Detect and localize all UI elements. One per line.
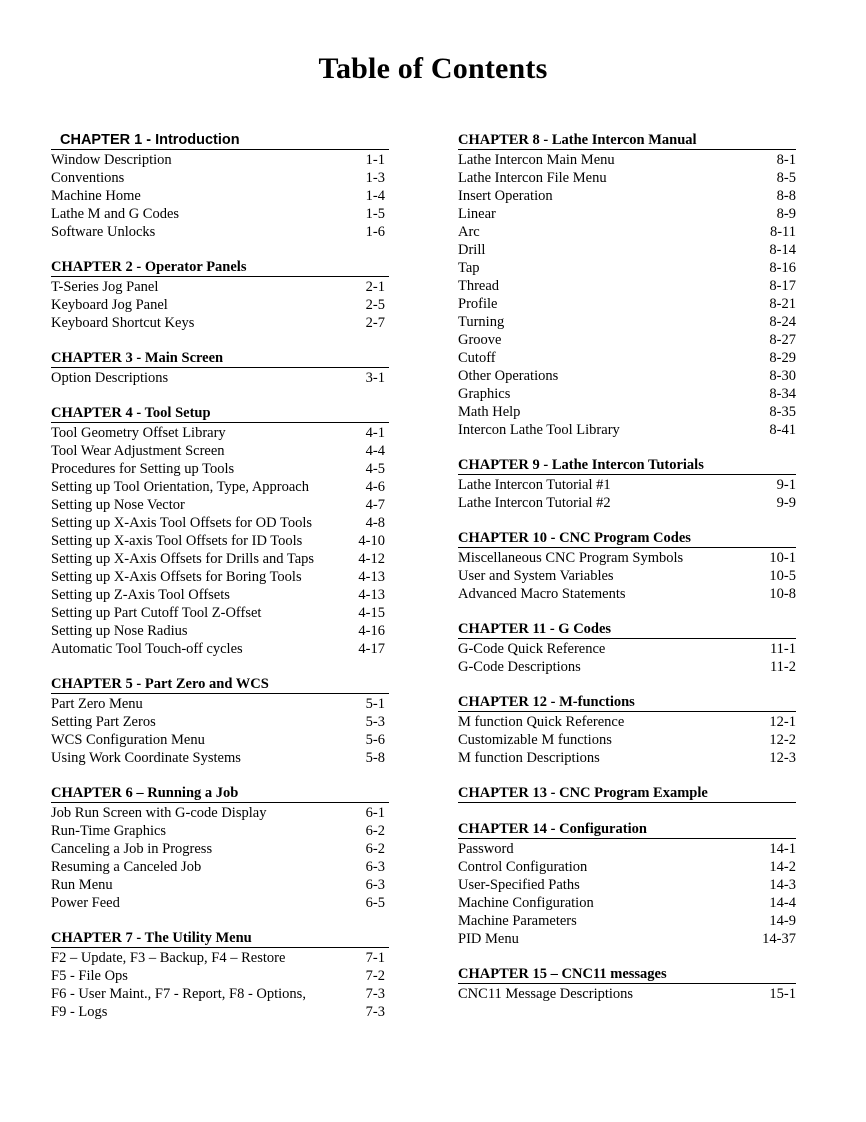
chapter-heading[interactable]: CHAPTER 7 - The Utility Menu [51, 930, 389, 948]
toc-entry[interactable] [51, 278, 389, 296]
toc-entry-page: 4-7 [365, 497, 385, 513]
toc-entry-page: 11-1 [769, 641, 796, 657]
toc-entry-label: Tool Geometry Offset Library [51, 425, 226, 441]
toc-entry-label: Automatic Tool Touch-off cycles [51, 641, 243, 657]
toc-entry[interactable] [51, 151, 389, 169]
toc-entry-page: 7-2 [365, 968, 385, 984]
chapter-heading[interactable]: CHAPTER 12 - M-functions [458, 694, 796, 712]
toc-entry[interactable] [51, 1003, 389, 1021]
toc-entry[interactable] [458, 349, 796, 367]
toc-entry[interactable] [51, 749, 389, 767]
toc-entry-label: Insert Operation [458, 188, 553, 204]
toc-entry-page: 4-13 [358, 569, 385, 585]
toc-entry-label: Lathe Intercon Main Menu [458, 152, 615, 168]
toc-entry[interactable] [458, 930, 796, 948]
toc-entry[interactable] [458, 313, 796, 331]
toc-entry-page: 6-3 [365, 859, 385, 875]
toc-entry-label: Arc [458, 224, 480, 240]
toc-entry[interactable] [51, 894, 389, 912]
toc-right-column [458, 132, 796, 1021]
toc-entry-label: Tap [458, 260, 480, 276]
toc-entry-page: 6-3 [365, 877, 385, 893]
toc-entry-label: Setting up Nose Radius [51, 623, 188, 639]
chapter-heading[interactable]: CHAPTER 14 - Configuration [458, 821, 796, 839]
toc-entry-label: F6 - User Maint., F7 - Report, F8 - Options, [51, 986, 306, 1002]
toc-entry-label: Run Menu [51, 877, 113, 893]
toc-entry[interactable] [458, 205, 796, 223]
toc-entry-page: 6-2 [365, 841, 385, 857]
chapter-heading[interactable]: CHAPTER 8 - Lathe Intercon Manual [458, 132, 796, 150]
toc-entry-label: Resuming a Canceled Job [51, 859, 202, 875]
toc-entry-page: 10-5 [769, 568, 796, 584]
toc-entry-label: PID Menu [458, 931, 519, 947]
toc-entry-page: 8-24 [769, 314, 796, 330]
toc-entry-label: Drill [458, 242, 486, 258]
toc-entry-page: 14-3 [769, 877, 796, 893]
toc-entry-label: Conventions [51, 170, 125, 186]
toc-entry-page: 1-4 [365, 188, 385, 204]
toc-entry[interactable] [458, 658, 796, 676]
chapter-heading[interactable]: CHAPTER 2 - Operator Panels [51, 259, 389, 277]
toc-entry-label: T-Series Jog Panel [51, 279, 159, 295]
toc-entry[interactable] [51, 876, 389, 894]
toc-entry-page: 8-34 [769, 386, 796, 402]
chapter-block [51, 785, 389, 912]
toc-entry-label: Setting up Z-Axis Tool Offsets [51, 587, 230, 603]
chapter-block [458, 621, 796, 676]
chapter-heading[interactable]: CHAPTER 13 - CNC Program Example [458, 785, 796, 803]
chapter-heading[interactable]: CHAPTER 11 - G Codes [458, 621, 796, 639]
toc-entry-label: Other Operations [458, 368, 559, 384]
toc-entry-label: Turning [458, 314, 505, 330]
toc-entry[interactable] [458, 367, 796, 385]
chapter-block [458, 457, 796, 512]
chapter-block [458, 821, 796, 948]
toc-entry[interactable] [51, 695, 389, 713]
toc-entry-label: Keyboard Shortcut Keys [51, 315, 195, 331]
toc-entry[interactable] [458, 421, 796, 439]
toc-entry-label: Job Run Screen with G-code Display [51, 805, 267, 821]
toc-entry[interactable] [458, 894, 796, 912]
chapter-heading[interactable]: CHAPTER 3 - Main Screen [51, 350, 389, 368]
toc-entry-label: Intercon Lathe Tool Library [458, 422, 620, 438]
toc-entry[interactable] [51, 804, 389, 822]
toc-entry-label: Software Unlocks [51, 224, 156, 240]
toc-entry[interactable] [458, 403, 796, 421]
toc-entry-page: 2-5 [365, 297, 385, 313]
toc-entry[interactable] [51, 967, 389, 985]
toc-entry-page: 4-12 [358, 551, 385, 567]
toc-entry-label: Customizable M functions [458, 732, 612, 748]
toc-entry-page: 5-3 [365, 714, 385, 730]
toc-entry-label: Window Description [51, 152, 172, 168]
toc-entry-label: Tool Wear Adjustment Screen [51, 443, 225, 459]
toc-entry-label: Profile [458, 296, 498, 312]
toc-entry-page: 7-1 [365, 950, 385, 966]
toc-entry-page: 8-30 [769, 368, 796, 384]
chapter-block [458, 694, 796, 767]
chapter-block [51, 405, 389, 658]
toc-entry-page: 2-1 [365, 279, 385, 295]
toc-entry-label: Lathe Intercon Tutorial #2 [458, 495, 611, 511]
chapter-heading[interactable]: CHAPTER 4 - Tool Setup [51, 405, 389, 423]
toc-entry-page: 3-1 [365, 370, 385, 386]
toc-entry-label: Miscellaneous CNC Program Symbols [458, 550, 684, 566]
toc-entry[interactable] [51, 858, 389, 876]
chapter-heading[interactable]: CHAPTER 10 - CNC Program Codes [458, 530, 796, 548]
toc-entry-label: Linear [458, 206, 496, 222]
toc-entry-page: 12-1 [769, 714, 796, 730]
toc-entry-label: Using Work Coordinate Systems [51, 750, 241, 766]
toc-entry-page: 12-2 [769, 732, 796, 748]
toc-entry[interactable] [51, 514, 389, 532]
toc-entry[interactable] [458, 494, 796, 512]
toc-entry-label: Canceling a Job in Progress [51, 841, 213, 857]
toc-entry[interactable] [51, 460, 389, 478]
toc-entry-label: F5 - File Ops [51, 968, 128, 984]
chapter-block [51, 930, 389, 1021]
toc-entry-page: 14-4 [769, 895, 796, 911]
toc-entry[interactable] [458, 640, 796, 658]
toc-left-column [51, 132, 389, 1039]
toc-entry[interactable] [51, 985, 389, 1003]
toc-entry-page: 8-14 [769, 242, 796, 258]
toc-entry-label: Math Help [458, 404, 521, 420]
toc-entry[interactable] [458, 749, 796, 767]
toc-entry-page: 5-1 [365, 696, 385, 712]
toc-entry-label: Setting Part Zeros [51, 714, 156, 730]
toc-entry-page: 7-3 [365, 986, 385, 1002]
toc-entry[interactable] [51, 496, 389, 514]
toc-entry[interactable] [51, 442, 389, 460]
toc-entry[interactable] [458, 151, 796, 169]
chapter-block [51, 676, 389, 767]
toc-entry[interactable] [51, 640, 389, 658]
toc-entry-label: Graphics [458, 386, 511, 402]
toc-entry-page: 14-1 [769, 841, 796, 857]
toc-entry[interactable] [51, 949, 389, 967]
toc-entry-label: G-Code Quick Reference [458, 641, 606, 657]
toc-entry[interactable] [51, 223, 389, 241]
chapter-block [458, 785, 796, 803]
chapter-block [51, 350, 389, 387]
toc-entry[interactable] [51, 369, 389, 387]
toc-entry-page: 2-7 [365, 315, 385, 331]
toc-entry-page: 8-35 [769, 404, 796, 420]
toc-entry-label: User-Specified Paths [458, 877, 580, 893]
toc-entry-page: 9-1 [776, 477, 796, 493]
toc-entry-label: Setting up X-Axis Offsets for Drills and Taps [51, 551, 315, 567]
toc-entry-label: Keyboard Jog Panel [51, 297, 168, 313]
toc-entry-label: Setting up X-axis Tool Offsets for ID Tools [51, 533, 303, 549]
toc-entry-label: M function Quick Reference [458, 714, 625, 730]
toc-entry-label: Setting up Tool Orientation, Type, Approach [51, 479, 309, 495]
toc-entry-page: 1-5 [365, 206, 385, 222]
toc-entry[interactable] [458, 169, 796, 187]
toc-entry[interactable] [458, 476, 796, 494]
toc-entry-page: 11-2 [769, 659, 796, 675]
toc-entry-page: 1-6 [365, 224, 385, 240]
toc-entry-label: Advanced Macro Statements [458, 586, 626, 602]
toc-entry-page: 8-8 [776, 188, 796, 204]
toc-entry[interactable] [51, 604, 389, 622]
toc-entry-label: Lathe M and G Codes [51, 206, 180, 222]
toc-entry-page: 4-4 [365, 443, 385, 459]
toc-entry[interactable] [458, 858, 796, 876]
toc-entry-page: 4-5 [365, 461, 385, 477]
toc-entry-page: 1-3 [365, 170, 385, 186]
toc-entry[interactable] [51, 532, 389, 550]
chapter-heading[interactable]: CHAPTER 9 - Lathe Intercon Tutorials [458, 457, 796, 475]
chapter-block [51, 259, 389, 332]
toc-entry[interactable] [51, 586, 389, 604]
toc-entry-label: Machine Configuration [458, 895, 594, 911]
toc-entry-label: Cutoff [458, 350, 496, 366]
toc-entry-label: Setting up Part Cutoff Tool Z-Offset [51, 605, 262, 621]
toc-entry-label: Power Feed [51, 895, 120, 911]
toc-entry-page: 8-11 [769, 224, 796, 240]
toc-entry-label: Procedures for Setting up Tools [51, 461, 235, 477]
toc-entry-page: 15-1 [769, 986, 796, 1002]
toc-entry[interactable] [458, 549, 796, 567]
toc-entry-label: Option Descriptions [51, 370, 169, 386]
toc-entry-page: 4-1 [365, 425, 385, 441]
toc-entry-label: F9 - Logs [51, 1004, 108, 1020]
toc-entry[interactable] [458, 731, 796, 749]
toc-entry-page: 8-21 [769, 296, 796, 312]
toc-entry-page: 7-3 [365, 1004, 385, 1020]
toc-entry-page: 1-1 [365, 152, 385, 168]
toc-entry[interactable] [458, 277, 796, 295]
toc-entry-page: 8-5 [776, 170, 796, 186]
toc-entry[interactable] [458, 585, 796, 603]
chapter-heading[interactable]: CHAPTER 6 – Running a Job [51, 785, 389, 803]
toc-entry-label: Machine Parameters [458, 913, 577, 929]
toc-entry[interactable] [458, 295, 796, 313]
toc-entry-page: 8-41 [769, 422, 796, 438]
toc-entry-page: 8-29 [769, 350, 796, 366]
toc-entry-page: 5-6 [365, 732, 385, 748]
toc-entry-label: Run-Time Graphics [51, 823, 167, 839]
toc-entry-page: 8-9 [776, 206, 796, 222]
toc-entry-label: CNC11 Message Descriptions [458, 986, 634, 1002]
toc-entry-label: Lathe Intercon Tutorial #1 [458, 477, 611, 493]
toc-entry-label: Control Configuration [458, 859, 588, 875]
toc-entry-page: 4-10 [358, 533, 385, 549]
toc-entry-label: Setting up X-Axis Tool Offsets for OD Tools [51, 515, 312, 531]
toc-entry-page: 8-16 [769, 260, 796, 276]
toc-entry-page: 4-17 [358, 641, 385, 657]
toc-entry[interactable] [51, 622, 389, 640]
toc-entry-label: WCS Configuration Menu [51, 732, 205, 748]
toc-entry[interactable] [51, 169, 389, 187]
toc-entry-label: M function Descriptions [458, 750, 600, 766]
toc-entry-label: Groove [458, 332, 502, 348]
toc-entry-label: Part Zero Menu [51, 696, 143, 712]
toc-entry[interactable] [51, 205, 389, 223]
toc-entry[interactable] [458, 840, 796, 858]
toc-entry[interactable] [458, 223, 796, 241]
toc-entry-label: Setting up X-Axis Offsets for Boring Tools [51, 569, 302, 585]
toc-entry[interactable] [51, 296, 389, 314]
toc-entry-page: 8-17 [769, 278, 796, 294]
toc-entry[interactable] [458, 985, 796, 1003]
toc-entry-page: 14-37 [762, 931, 796, 947]
toc-entry[interactable] [458, 385, 796, 403]
toc-entry-page: 5-8 [365, 750, 385, 766]
toc-entry-label: F2 – Update, F3 – Backup, F4 – Restore [51, 950, 286, 966]
toc-entry-page: 10-1 [769, 550, 796, 566]
toc-entry[interactable] [458, 912, 796, 930]
toc-entry[interactable] [51, 822, 389, 840]
toc-entry-page: 6-2 [365, 823, 385, 839]
toc-entry[interactable] [51, 568, 389, 586]
toc-entry-page: 4-13 [358, 587, 385, 603]
toc-entry-page: 6-5 [365, 895, 385, 911]
toc-entry-label: User and System Variables [458, 568, 614, 584]
toc-entry[interactable] [458, 259, 796, 277]
toc-entry-label: Thread [458, 278, 500, 294]
toc-entry-page: 9-9 [776, 495, 796, 511]
toc-entry-label: Password [458, 841, 514, 857]
toc-entry-page: 12-3 [769, 750, 796, 766]
toc-entry[interactable] [51, 731, 389, 749]
toc-entry[interactable] [458, 713, 796, 731]
toc-entry[interactable] [458, 331, 796, 349]
toc-entry-label: Setting up Nose Vector [51, 497, 185, 513]
toc-entry-page: 8-27 [769, 332, 796, 348]
chapter-heading[interactable]: CHAPTER 5 - Part Zero and WCS [51, 676, 389, 694]
toc-entry-page: 14-2 [769, 859, 796, 875]
chapter-block [51, 132, 389, 241]
toc-entry[interactable] [458, 567, 796, 585]
toc-entry[interactable] [51, 314, 389, 332]
toc-entry[interactable] [51, 713, 389, 731]
toc-entry[interactable] [51, 187, 389, 205]
toc-entry[interactable] [51, 840, 389, 858]
toc-entry-page: 4-16 [358, 623, 385, 639]
chapter-heading[interactable]: CHAPTER 15 – CNC11 messages [458, 966, 796, 984]
chapter-block [458, 966, 796, 1003]
toc-entry-page: 4-6 [365, 479, 385, 495]
toc-entry-label: Machine Home [51, 188, 141, 204]
toc-entry-page: 4-15 [358, 605, 385, 621]
chapter-block [458, 132, 796, 439]
toc-entry-label: G-Code Descriptions [458, 659, 581, 675]
toc-entry[interactable] [51, 424, 389, 442]
page-title: Table of Contents [318, 52, 548, 85]
toc-entry-page: 14-9 [769, 913, 796, 929]
toc-entry[interactable] [458, 241, 796, 259]
toc-entry[interactable] [51, 478, 389, 496]
chapter-heading[interactable]: CHAPTER 1 - Introduction [51, 132, 389, 150]
toc-entry[interactable] [51, 550, 389, 568]
chapter-block [458, 530, 796, 603]
toc-entry[interactable] [458, 187, 796, 205]
toc-entry-page: 10-8 [769, 586, 796, 602]
toc-entry-page: 8-1 [776, 152, 796, 168]
toc-entry[interactable] [458, 876, 796, 894]
toc-entry-page: 6-1 [365, 805, 385, 821]
toc-entry-page: 4-8 [365, 515, 385, 531]
toc-entry-label: Lathe Intercon File Menu [458, 170, 607, 186]
